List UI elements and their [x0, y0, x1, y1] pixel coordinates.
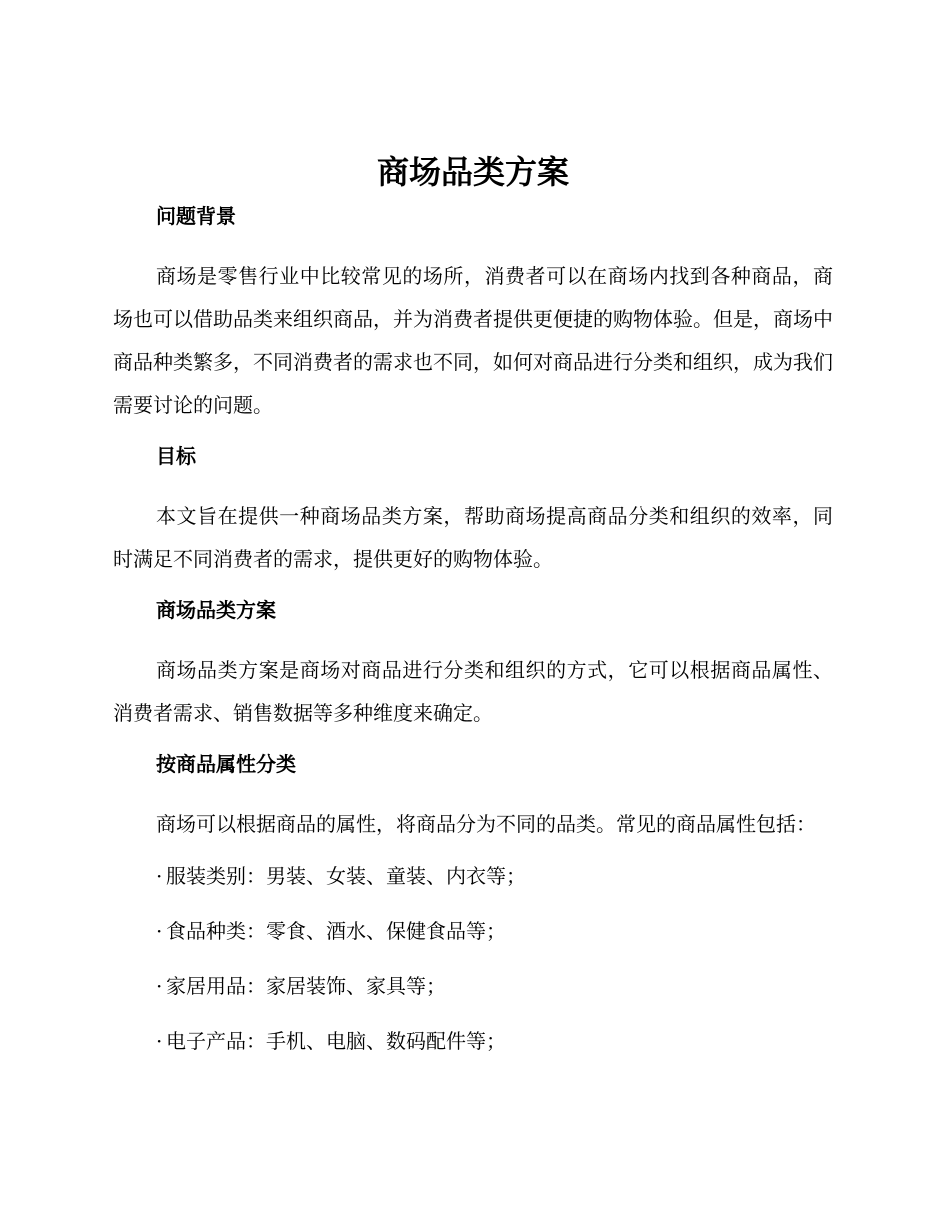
list-item	[113, 971, 833, 1001]
list-item-text: 食品种类：零食、酒水、保健食品等；	[166, 919, 506, 943]
bullet-marker: ·	[156, 919, 163, 943]
paragraph: 商场品类方案是商场对商品进行分类和组织的方式，它可以根据商品属性、消费者需求、销售数据等多种维度来确定。	[113, 658, 833, 725]
document-title: 商场品类方案	[376, 153, 569, 191]
section-background	[113, 202, 833, 427]
list-item-text: 电子产品：手机、电脑、数码配件等；	[166, 1029, 506, 1053]
section-by-attribute	[113, 750, 833, 1056]
list-item	[113, 861, 833, 891]
paragraph: 商场是零售行业中比较常见的场所，消费者可以在商场内找到各种商品，商场也可以借助品类来组织商品，并为消费者提供更便捷的购物体验。但是，商场中商品种类繁多，不同消费者的需求也不同，如何对商品进行分类和组织，成为我们需要讨论的问题。	[113, 264, 833, 417]
list-item-text: 家居用品：家居装饰、家具等；	[166, 974, 446, 998]
section-category-plan	[113, 596, 833, 735]
list-item-text: 服装类别：男装、女装、童装、内衣等；	[166, 864, 526, 888]
paragraph: 本文旨在提供一种商场品类方案，帮助商场提高商品分类和组织的效率，同时满足不同消费者的需求，提供更好的购物体验。	[113, 504, 833, 571]
section-heading: 目标	[156, 444, 196, 468]
section-heading: 按商品属性分类	[156, 752, 296, 776]
document-content	[113, 150, 833, 1081]
bullet-marker: ·	[156, 1029, 163, 1053]
bullet-marker: ·	[156, 974, 163, 998]
section-heading: 问题背景	[156, 204, 236, 228]
bullet-marker: ·	[156, 864, 163, 888]
list-item	[113, 1026, 833, 1056]
paragraph: 商场可以根据商品的属性，将商品分为不同的品类。常见的商品属性包括：	[156, 812, 816, 836]
section-heading: 商场品类方案	[156, 598, 276, 622]
section-goal	[113, 442, 833, 581]
list-item	[113, 916, 833, 946]
